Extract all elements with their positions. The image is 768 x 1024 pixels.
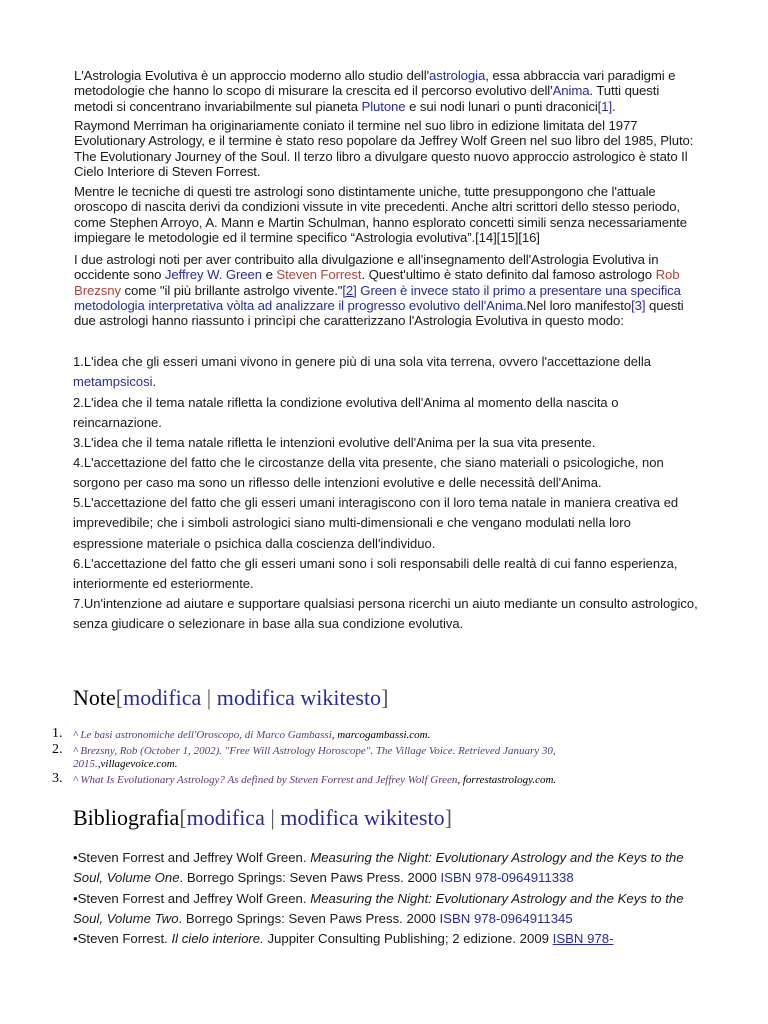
text: L'Astrologia Evolutiva è un approccio moderno allo studio dell': [74, 68, 430, 83]
book-title: Measuring the Night: Evolutionary Astrology and the Keys to the Soul, Volume Two: [73, 891, 684, 927]
highlighted-text: Green è invece stato il primo a presentare una specifica metodologia interpretativa vòlta ad analizzare il progresso evolutivo dell'Anima.: [74, 282, 681, 313]
text: •Steven Forrest and Jeffrey Wolf Green.: [73, 891, 311, 906]
principle-5: 5.L'accettazione del fatto che gli esseri umani interagiscono con il loro tema natale in maniera creativa ed imprevedibile; che i simboli astrologici siano multi-dimensionali e che vengano modulati nella loro espressione materiale o psichica dalla coscienza dell'individuo.: [73, 495, 679, 551]
text: Juppiter Consulting Publishing; 2 edizione. 2009: [263, 931, 553, 946]
notes-heading: [73, 685, 388, 711]
intro-paragraph-3: Mentre le tecniche di questi tre astrologi sono distintamente uniche, tutte presuppongono che l'attuale oroscopo di nascita derivi da condizioni vissute in vite precedenti. Anche altri scrittori dello stesso periodo, come Stephen Arroyo, A. Mann e Martin Schulman, hanno esplorato concetti simili senza necessariamente impiegare le metodologie ed il termine specifico “Astrologia evolutiva”.[14][15][16]: [74, 184, 687, 245]
bibliography-heading: [73, 805, 452, 831]
text: •Steven Forrest and Jeffrey Wolf Green.: [73, 850, 311, 865]
edit-wikitext-link[interactable]: modifica wikitesto: [280, 805, 445, 830]
isbn-link[interactable]: ISBN 978-0964911345: [439, 911, 573, 927]
link-jeffrey-green[interactable]: Jeffrey W. Green: [164, 267, 262, 283]
edit-link[interactable]: modifica: [123, 685, 202, 710]
edit-link[interactable]: modifica: [186, 805, 265, 830]
text: . Tutti questi metodi si concentrano invariabilmente sul pianeta: [74, 83, 660, 114]
text: e sui nodi lunari o punti draconici: [405, 98, 598, 114]
intro-paragraph-1: [74, 68, 694, 114]
text: .: [152, 374, 157, 390]
note-number: 3.: [52, 771, 63, 787]
bracket: ]: [444, 805, 452, 830]
bracket: [: [115, 685, 124, 710]
principle-2: 2.L'idea che il tema natale rifletta la condizione evolutiva dell'Anima al momento della nascita o reincarnazione.: [73, 395, 619, 431]
text: . Borrego Springs: Seven Paws Press. 2000: [179, 870, 441, 886]
bibliography-entry-2: [73, 889, 693, 930]
bibliography-entry-1: [73, 848, 693, 889]
text: 1.L'idea che gli esseri umani vivono in genere più di una sola vita terrena, ovvero l'accettazione della: [73, 354, 652, 369]
text: . Borrego Springs: Seven Paws Press. 2000: [178, 911, 440, 927]
isbn-link[interactable]: ISBN 978-0964911338: [440, 870, 574, 886]
text: , essa abbraccia vari paradigmi e metodologie che hanno lo scopo di misurare la crescita ed il percorso evolutivo dell': [74, 68, 676, 99]
text: .: [612, 98, 616, 114]
note-end: .: [427, 729, 431, 741]
text: questi due astrologi hanno riassunto i princìpi che caratterizzano l'Astrologia Evolutiva in questo modo:: [74, 297, 684, 329]
backref-caret[interactable]: ^: [73, 729, 78, 741]
notes-title: Note: [73, 685, 116, 710]
note-text[interactable]: Le basi astronomiche dell'Oroscopo, di Marco Gambassi: [77, 729, 332, 741]
text: . Quest'ultimo è stato definito dal famoso astrologo: [361, 267, 656, 283]
note-item: [52, 742, 612, 770]
link-steven-forrest[interactable]: Steven Forrest: [276, 267, 362, 283]
text: I due astrologi noti per aver contribuito alla divulgazione e all'insegnamento dell'Astrologia Evolutiva in occidente sono: [74, 252, 659, 283]
intro-paragraph-4: [74, 252, 694, 328]
notes-list: [52, 726, 612, 791]
link-plutone[interactable]: Plutone: [361, 98, 406, 114]
principle-1: [73, 352, 703, 393]
note-item: [52, 771, 612, 787]
bibliography-title: Bibliografia: [73, 805, 180, 830]
note-number: 2.: [52, 742, 63, 758]
bracket: [: [179, 805, 187, 830]
edit-wikitext-link[interactable]: modifica wikitesto: [216, 685, 382, 710]
note-site: , forrestastrology.com: [457, 774, 554, 787]
text: come "il più brillante astrolgo vivente.": [120, 282, 343, 298]
ref-link-3[interactable]: [3]: [631, 297, 646, 313]
book-title: Il cielo interiore.: [171, 931, 264, 946]
intro-paragraph-2: Raymond Merriman ha originariamente coniato il termine nel suo libro in edizione limitata del 1977 Evolutionary Astrology, e il termine è stato reso popolare da Jeffrey Wolf Green nel suo libro del 1985, Pluto: The Evolutionary Journey of the Soul. Il terzo libro a divulgare questo nuovo approccio astrologico è stato Il Cielo Interiore di Steven Forrest.: [74, 118, 694, 179]
note-text[interactable]: What Is Evolutionary Astrology? As defined by Steven Forrest and Jeffrey Wolf Green: [77, 774, 458, 787]
note-item: [52, 726, 612, 741]
link-metampsicosi[interactable]: metampsicosi: [73, 374, 153, 390]
bracket: ]: [381, 685, 389, 710]
principle-6: 6.L'accettazione del fatto che gli esseri umani sono i soli responsabili delle realtà di cui fanno esperienza, interiormente ed esteriormente.: [73, 556, 678, 592]
link-anima[interactable]: Anima: [552, 83, 590, 99]
principle-4: 4.L'accettazione del fatto che le circostanze della vita presente, che siano materiali o psicologiche, non sorgono per caso ma sono un riflesso delle intenzioni evolutive e delle necessità dell'Anima.: [73, 455, 664, 491]
isbn-link[interactable]: ISBN 978-: [552, 931, 614, 946]
link-astrologia[interactable]: astrologia: [429, 68, 486, 83]
note-end: .: [174, 757, 178, 770]
book-title: Measuring the Night: Evolutionary Astrology and the Keys to the Soul, Volume One: [73, 850, 684, 886]
backref-caret[interactable]: ^: [73, 745, 78, 758]
link-rob-brezsny[interactable]: Rob Brezsny: [74, 267, 680, 298]
note-end: .: [553, 774, 557, 787]
backref-caret[interactable]: ^: [73, 774, 78, 787]
bibliography-entry-3: [73, 929, 693, 949]
note-text[interactable]: Brezsny, Rob (October 1, 2002). "Free Will Astrology Horoscope". The Village Voice. Retrieved January 30, 2015.: [73, 745, 556, 770]
separator: |: [201, 685, 217, 710]
note-site: , marcogambassi.com: [331, 729, 428, 741]
principle-7: 7.Un'intenzione ad aiutare e supportare qualsiasi persona ricerchi un aiuto mediante un consulto astrologico, senza giudicare o selezionare in base alla sua condizione evolutiva.: [73, 596, 698, 632]
note-site: ,villagevoice.com: [97, 757, 175, 770]
ref-link-2[interactable]: [2]: [342, 282, 357, 298]
text: Nel loro manifesto: [526, 297, 632, 313]
principle-3: 3.L'idea che il tema natale rifletta le intenzioni evolutive dell'Anima per la sua vita presente.: [73, 435, 596, 450]
text: •Steven Forrest.: [73, 931, 172, 946]
ref-link-1[interactable]: [1]: [597, 98, 613, 114]
note-number: 1.: [52, 726, 63, 741]
separator: |: [264, 805, 281, 830]
text: e: [262, 267, 277, 283]
